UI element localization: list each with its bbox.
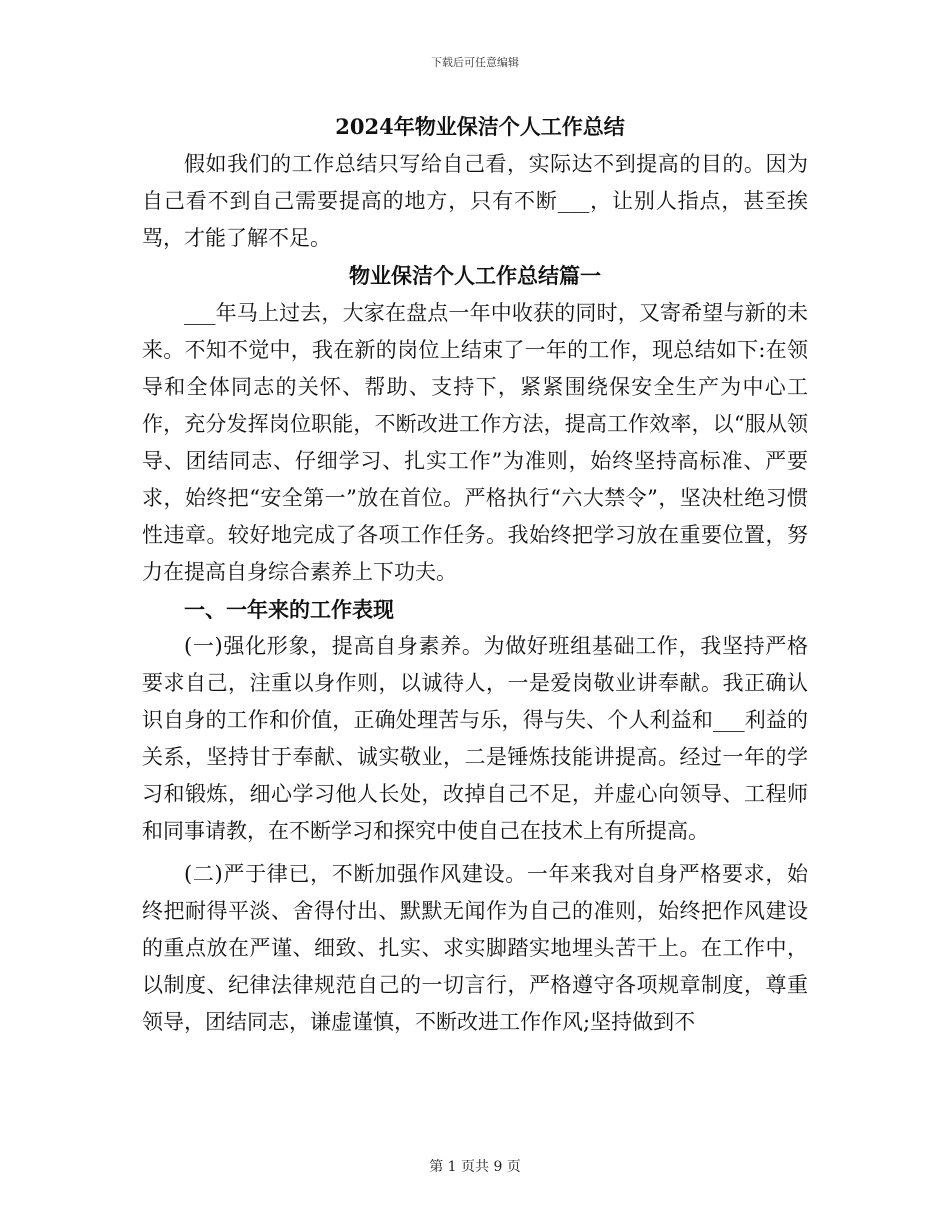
section-subtitle: 物业保洁个人工作总结篇一 xyxy=(349,263,601,288)
paragraph-3: (二)严于律已，不断加强作风建设。一年来我对自身严格要求，始终把耐得平淡、舍得付出、默默无闻作为自己的准则，始终把作风建设的重点放在严谨、细致、扎实、求实脚踏实地埋头苦干上。在工作中，以制度、纪律法律规范自己的一切言行，严格遵守各项规章制度，尊重领导，团结同志，谦虚谨慎，不断改进工作作风;坚持做到不 xyxy=(142,862,808,1034)
intro-paragraph: 假如我们的工作总结只写给自己看，实际达不到提高的目的。因为自己看不到自己需要提高的地方，只有不断___，让别人指点，甚至挨骂，才能了解不足。 xyxy=(142,152,808,250)
section-heading-1: 一、一年来的工作表现 xyxy=(184,597,394,622)
page-header-note: 下载后可任意编辑 xyxy=(431,56,519,69)
paragraph-2: (一)强化形象，提高自身素养。为做好班组基础工作，我坚持严格要求自己，注重以身作则，以诚待人，一是爱岗敬业讲奉献。我正确认识自身的工作和价值，正确处理苦与乐，得与失、个人利益和___利益的关系，坚持甘于奉献、诚实敬业，二是锤炼技能讲提高。经过一年的学习和锻炼，细心学习他人长处，改掉自己不足，并虚心向领导、工程师和同事请教，在不断学习和探究中使自己在技术上有所提高。 xyxy=(142,634,808,843)
paragraph-1: ___年马上过去，大家在盘点一年中收获的同时，又寄希望与新的未来。不知不觉中，我在新的岗位上结束了一年的工作，现总结如下:在领导和全体同志的关怀、帮助、支持下，紧紧围绕保安全生产为中心工作，充分发挥岗位职能，不断改进工作方法，提高工作效率，以“服从领导、团结同志、仔细学习、扎实工作”为准则，始终坚持高标准、严要求，始终把“安全第一”放在首位。严格执行“六大禁令”，坚决杜绝习惯性违章。较好地完成了各项工作任务。我始终把学习放在重要位置，努力在提高自身综合素养上下功夫。 xyxy=(142,301,808,584)
page-footer: 第 1 页共 9 页 xyxy=(429,1159,521,1175)
document-title: 2024年物业保洁个人工作总结 xyxy=(335,114,625,139)
document-body xyxy=(142,108,808,1041)
